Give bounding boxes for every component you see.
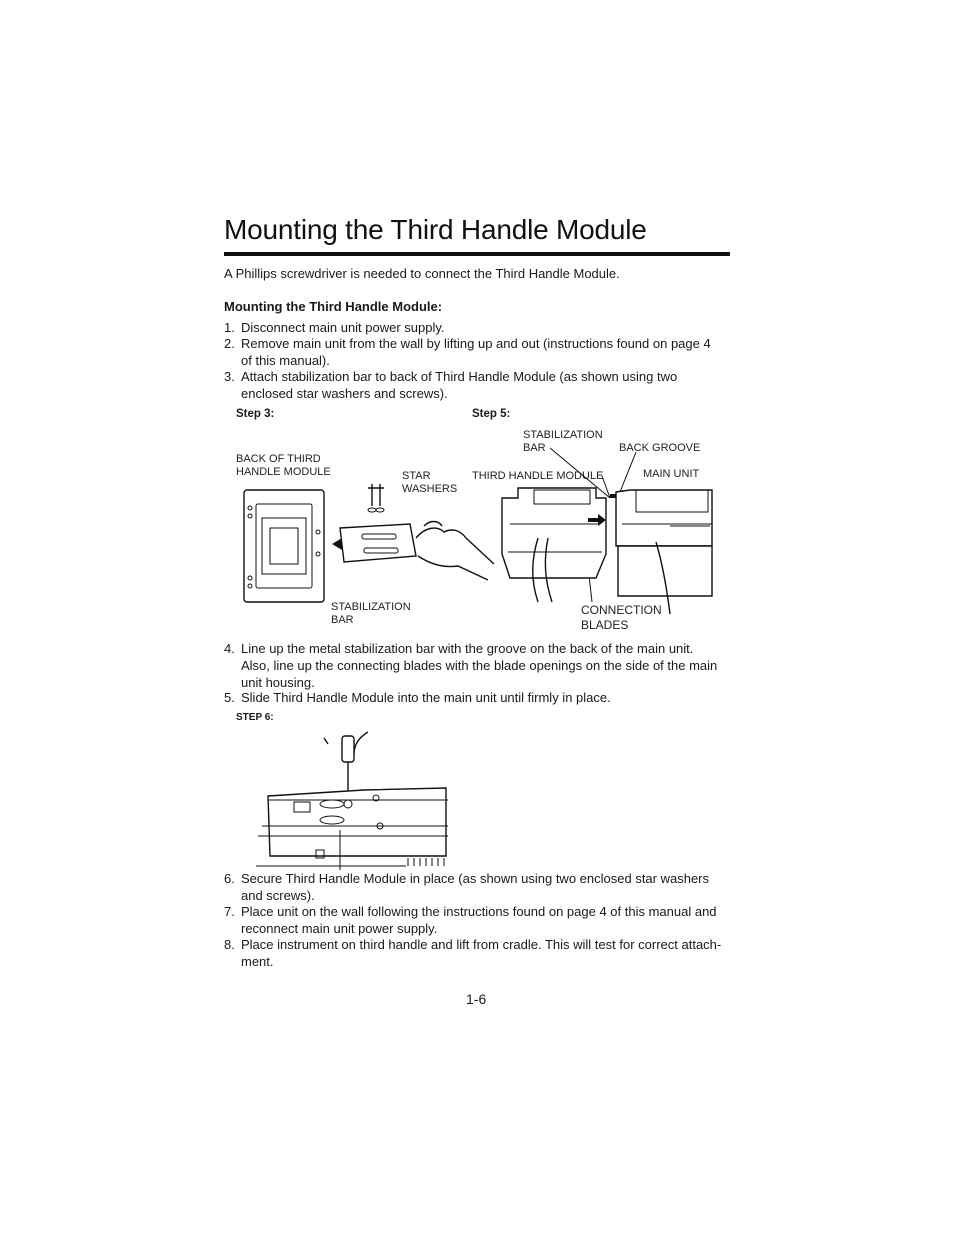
star-washer-icon xyxy=(376,508,384,512)
step-number: 4. xyxy=(224,641,235,656)
step3-illustration xyxy=(236,478,498,608)
caption-line: WASHERS xyxy=(402,482,458,495)
step-number: 7. xyxy=(224,904,235,919)
step-number: 3. xyxy=(224,369,235,384)
step-number: 1. xyxy=(224,320,235,335)
back-groove-caption: BACK GROOVE xyxy=(619,442,701,454)
step-text: Disconnect main unit power supply. xyxy=(241,320,445,335)
step-text: Slide Third Handle Module into the main unit until firmly in place. xyxy=(241,690,611,705)
hand-icon xyxy=(416,522,494,581)
intro-text: A Phillips screwdriver is needed to connect the Third Handle Module. xyxy=(224,266,620,281)
screws-icon xyxy=(368,484,384,506)
step-text-line-1: Remove main unit from the wall by lifting up and out (instructions found on page 4 xyxy=(241,336,711,351)
module-top-plate xyxy=(268,788,446,856)
step-text-line-1: Place unit on the wall following the instructions found on page 4 of this manual and xyxy=(241,904,717,919)
step-text-line-3: unit housing. xyxy=(241,675,315,690)
step3-label: Step 3: xyxy=(236,408,275,420)
main-unit-base xyxy=(618,546,712,596)
step-number: 5. xyxy=(224,690,235,705)
main-unit-caption: MAIN UNIT xyxy=(643,468,700,480)
caption-line: BLADES xyxy=(581,618,629,632)
list-item-step-7 xyxy=(224,904,734,938)
back-of-module-caption xyxy=(236,453,331,478)
list-item-step-8 xyxy=(224,937,734,971)
step-text-line-2: enclosed star washers and screws). xyxy=(241,386,448,401)
step-text-line-2: reconnect main unit power supply. xyxy=(241,921,438,936)
step6-illustration xyxy=(254,730,450,870)
caption-line: STAR xyxy=(402,470,431,482)
list-item-step-4 xyxy=(224,641,734,691)
caption-line: HANDLE MODULE xyxy=(236,465,331,478)
caption-line: BAR xyxy=(523,441,546,454)
list-item-step-2 xyxy=(224,336,734,370)
step-text-line-2: and screws). xyxy=(241,888,315,903)
step5-illustration xyxy=(490,440,714,618)
list-item-step-1 xyxy=(224,320,734,337)
star-washer-icon xyxy=(368,508,376,512)
section-subheading: Mounting the Third Handle Module: xyxy=(224,299,443,314)
caption-line: CONNECTION xyxy=(581,603,662,617)
caption-line: STABILIZATION xyxy=(523,429,603,441)
page-title: Mounting the Third Handle Module xyxy=(224,214,647,245)
step-text-line-2: ment. xyxy=(241,954,274,969)
screwdriver-icon xyxy=(342,736,354,762)
list-item-step-5 xyxy=(224,690,734,707)
list-item-step-3 xyxy=(224,369,734,403)
list-item-step-6 xyxy=(224,871,734,905)
step-number: 8. xyxy=(224,937,235,952)
page-number: 1-6 xyxy=(466,991,487,1007)
title-rule xyxy=(224,252,730,256)
step-text-line-1: Line up the metal stabilization bar with the groove on the back of the main unit. xyxy=(241,641,694,656)
caption-line: BACK OF THIRD xyxy=(236,453,321,465)
caption-line: BAR xyxy=(331,613,354,626)
step5-label: Step 5: xyxy=(472,408,511,420)
step-number: 6. xyxy=(224,871,235,886)
step-text-line-2: Also, line up the connecting blades with the blade openings on the side of the main xyxy=(241,658,718,673)
step-number: 2. xyxy=(224,336,235,351)
main-unit-part xyxy=(616,490,712,546)
step-text-line-2: of this manual). xyxy=(241,353,330,368)
step-text-line-1: Attach stabilization bar to back of Third Handle Module (as shown using two xyxy=(241,369,678,384)
step-text-line-1: Place instrument on third handle and lift from cradle. This will test for correct attach- xyxy=(241,937,722,952)
third-handle-module-caption: THIRD HANDLE MODULE xyxy=(472,470,604,482)
stabilization-bar-part xyxy=(340,524,416,562)
step-text-line-1: Secure Third Handle Module in place (as shown using two enclosed star washers xyxy=(241,871,710,886)
step6-label: STEP 6: xyxy=(236,712,274,723)
caption-line: STABILIZATION xyxy=(331,601,411,613)
